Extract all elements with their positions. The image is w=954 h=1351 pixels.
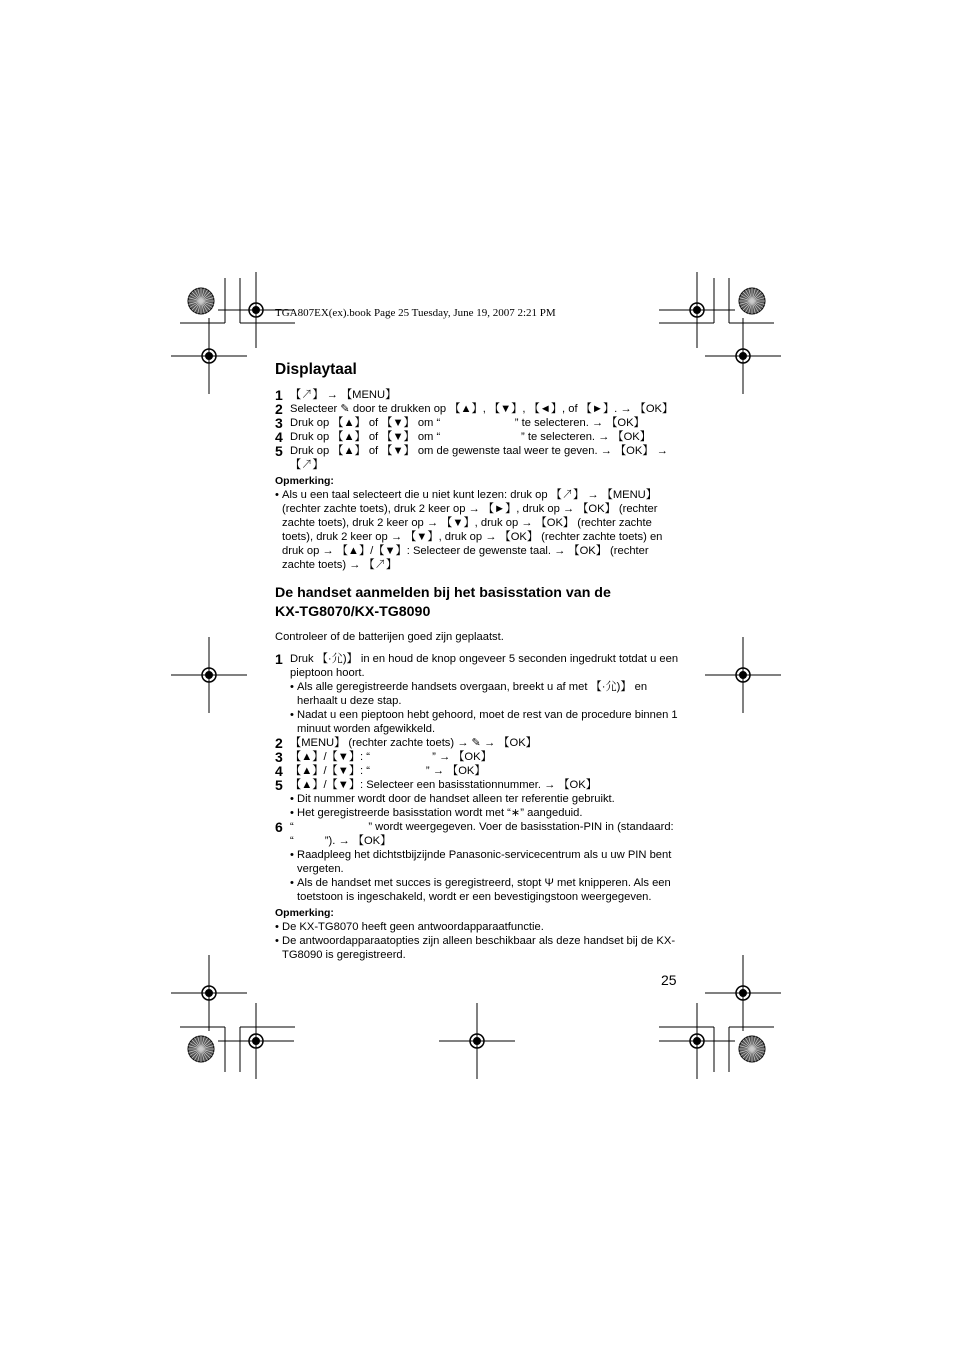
registration-mark: [705, 637, 781, 713]
step: 5 【▲】/【▼】: Selecteer een basisstationnummer. → 【OK】 • Dit nummer wordt door de handset alleen ter referentie gebruikt. • Het geregistreerde basisstation wordt met “∗” aangeduid.: [275, 778, 680, 820]
bullet: • Raadpleeg het dichtstbijzijnde Panasonic-servicecentrum als u uw PIN bent vergeten.: [290, 848, 680, 876]
note-title: Opmerking:: [275, 475, 334, 487]
note-text: • Als u een taal selecteert die u niet kunt lezen: druk op 【↗】 → 【MENU】 (rechter zachte toets), druk 2 keer op → 【►】, druk op → 【OK】 (rechter zachte toets), druk 2 keer op → 【▼】, druk op → 【OK】 (rechter zachte toets), druk 2 keer op → 【▼】, druk op → 【OK】 (rechter zachte toets) en druk op → 【▲】/【▼】: Selecteer de gewenste taal. → 【OK】 (rechter zachte toets) → 【↗】: [275, 488, 680, 572]
registration-mark: [659, 1003, 735, 1079]
intro-text: Controleer of de batterijen goed zijn geplaatst.: [275, 631, 504, 643]
registration-mark: [171, 955, 247, 1031]
step: 1 【↗】 → 【MENU】: [275, 387, 397, 403]
bullet: • Als de handset met succes is geregistreerd, stopt Ψ met knipperen. Als een toetstoon is ingeschakeld, wordt er een bevestigingstoon weergegeven.: [290, 876, 680, 904]
page-content: [275, 360, 680, 962]
registration-mark: [705, 318, 781, 394]
star-wheel-mark: [739, 288, 765, 314]
registration-mark: [171, 637, 247, 713]
print-header: TGA807EX(ex).book Page 25 Tuesday, June 19, 2007 2:21 PM: [275, 307, 556, 319]
bullet: • Nadat u een pieptoon hebt gehoord, moet de rest van de procedure binnen 1 minuut worden afgewikkeld.: [290, 708, 680, 736]
step: 1 Druk 【·⺏)】 in en houd de knop ongeveer 5 seconden ingedrukt totdat u een pieptoon hoort. • Als alle geregistreerde handsets overgaan, breekt u af met 【·⺏)】 en herhaalt u deze stap. • Nadat u een pieptoon hebt gehoord, moet de rest van de procedure binnen 1 minuut worden afgewikkeld.: [275, 652, 680, 736]
registration-mark: [659, 272, 735, 348]
step: 5 Druk op 【▲】 of 【▼】 om de gewenste taal weer te geven. → 【OK】 → 【↗】: [275, 443, 668, 471]
bullet: • Het geregistreerde basisstation wordt met “∗” aangeduid.: [290, 806, 680, 820]
registration-mark: [218, 1003, 294, 1079]
section-title-displaytaal: Displaytaal: [275, 361, 357, 378]
bullet: • Als alle geregistreerde handsets overgaan, breekt u af met 【·⺏)】 en herhaalt u deze stap.: [290, 680, 680, 708]
step: 3 【▲】/【▼】: “ ” → 【OK】: [275, 749, 492, 765]
step: 4 Druk op 【▲】 of 【▼】 om “ ” te selecteren. → 【OK】: [275, 429, 651, 445]
note-title: Opmerking:: [275, 907, 334, 919]
step: 4 【▲】/【▼】: “ ” → 【OK】: [275, 763, 486, 779]
note-item: • De antwoordapparaatopties zijn alleen beschikbaar als deze handset bij de KX-TG8090 is geregistreerd.: [275, 934, 680, 962]
star-wheel-mark: [739, 1036, 765, 1062]
registration-mark: [439, 1003, 515, 1079]
step: 6 “ ” wordt weergegeven. Voer de basisstation-PIN in (standaard: “ ”). → 【OK】 • Raadpleeg het dichtstbijzijnde Panasonic-servicecentrum als u uw PIN bent vergeten. • Als de handset met succes is geregistreerd, stopt Ψ met knipperen. Als een toetstoon is ingeschakeld, wordt er een bevestigingstoon weergegeven.: [275, 820, 680, 904]
note-item: • De KX-TG8070 heeft geen antwoordapparaatfunctie.: [275, 920, 680, 934]
step: 3 Druk op 【▲】 of 【▼】 om “ ” te selecteren. → 【OK】: [275, 415, 645, 431]
section-title-register: De handset aanmelden bij het basisstation van de KX-TG8070/KX-TG8090: [275, 585, 611, 620]
registration-mark: [705, 955, 781, 1031]
step: 2 【MENU】 (rechter zachte toets) → ✎ → 【OK】: [275, 735, 537, 751]
star-wheel-mark: [188, 1036, 214, 1062]
registration-mark: [171, 318, 247, 394]
star-wheel-mark: [188, 288, 214, 314]
step: 2 Selecteer ✎ door te drukken op 【▲】, 【▼】, 【◄】, of 【►】. → 【OK】: [275, 401, 674, 417]
bullet: • Dit nummer wordt door de handset alleen ter referentie gebruikt.: [290, 792, 680, 806]
page-number: 25: [661, 972, 677, 988]
